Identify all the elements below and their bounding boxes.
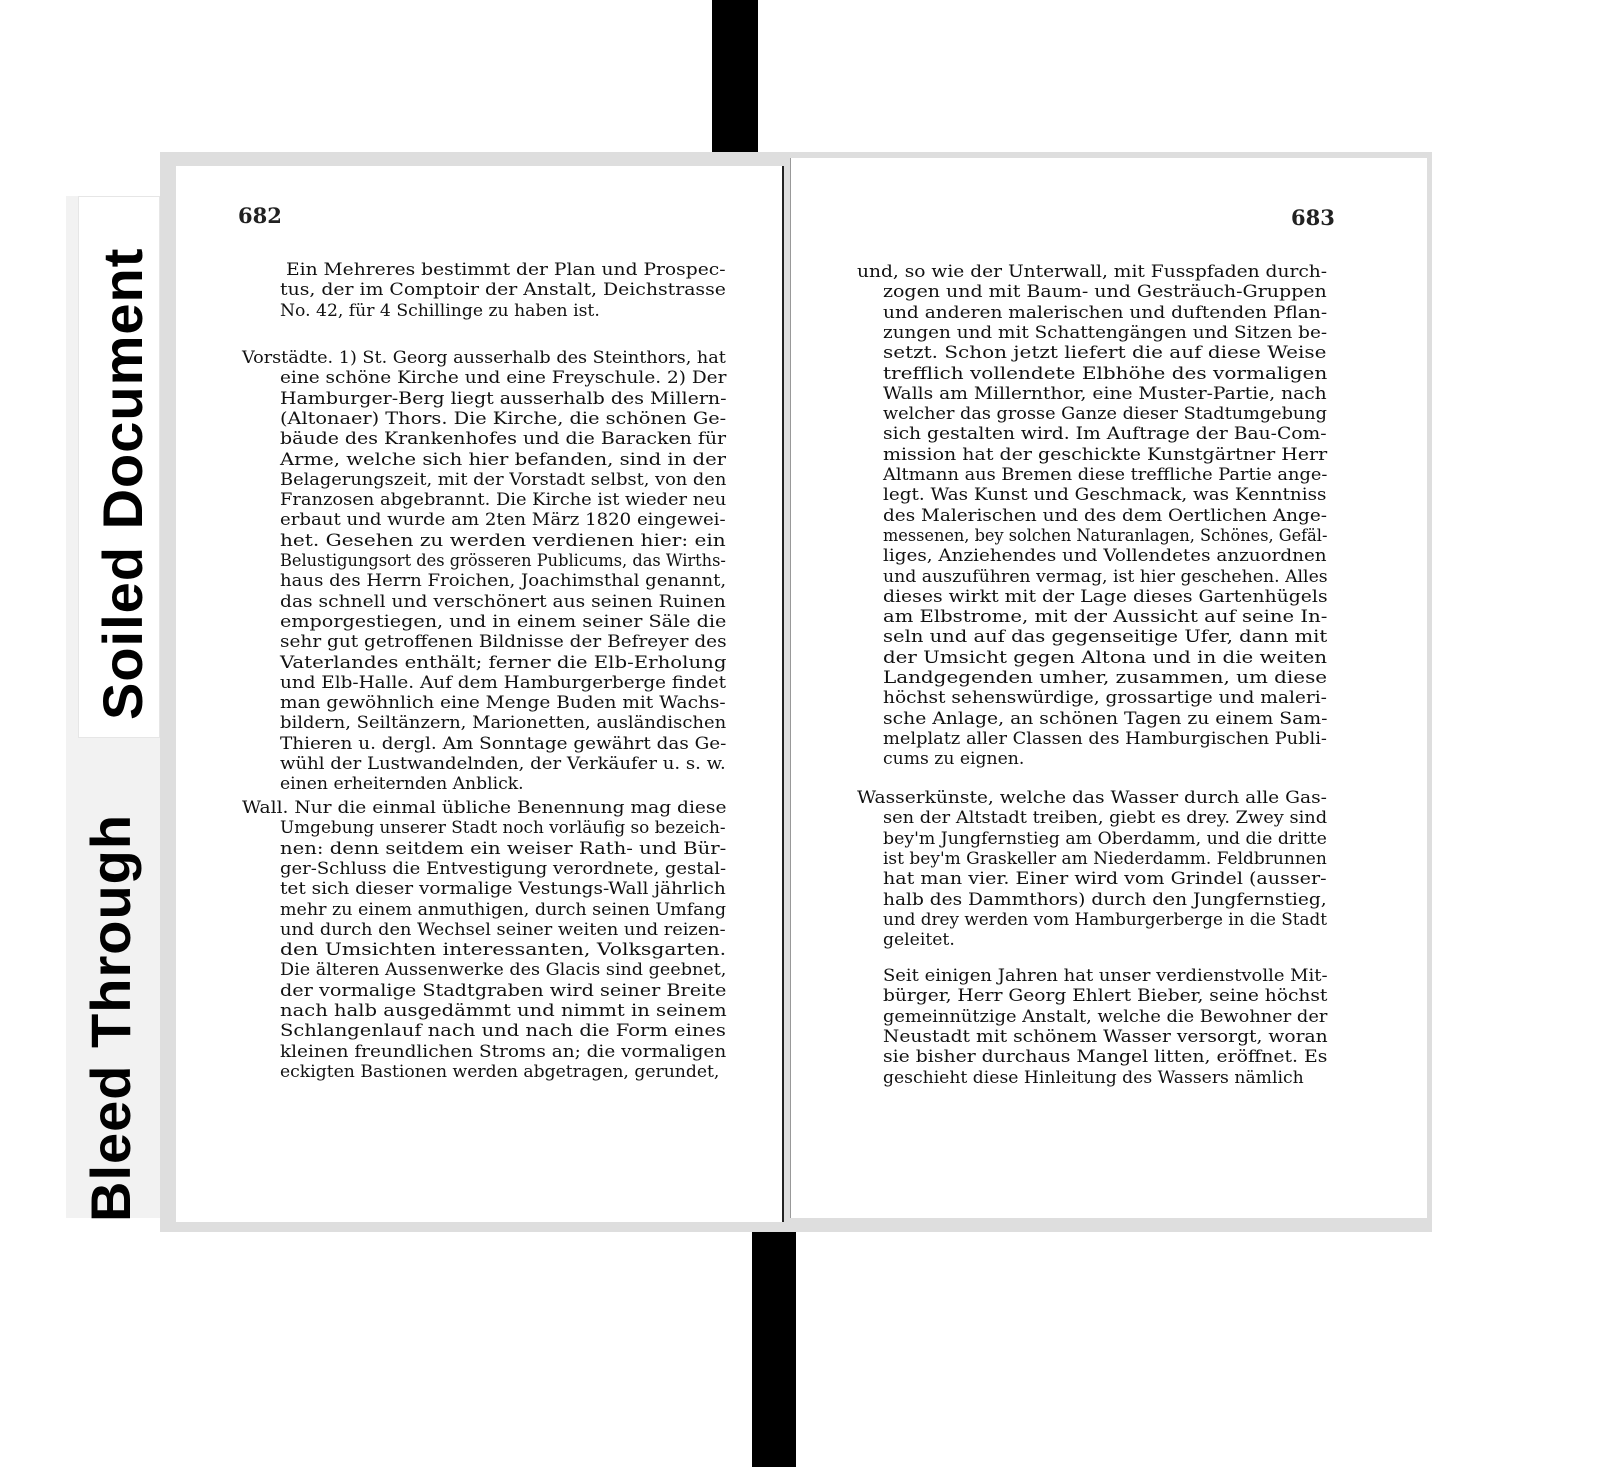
text-line: bürger, Herr Georg Ehlert Bieber, seine höchst <box>883 986 1328 1007</box>
text-line: dieses wirkt mit der Lage dieses Gartenhügels <box>883 586 1328 607</box>
text-line: Belustigungsort des grösseren Publicums, das Wirths- <box>280 551 726 571</box>
text-line: einen erheiternden Anblick. <box>280 774 524 795</box>
text-line: wühl der Lustwandelnden, der Verkäufer u. s. w. <box>280 754 726 774</box>
text-line: der Umsicht gegen Altona und in die weiten <box>883 647 1328 668</box>
text-line: des Malerischen und des dem Oertlichen Ange- <box>883 505 1327 526</box>
text-line: Franzosen abgebrannt. Die Kirche ist wieder neu <box>280 490 727 511</box>
text-line: sie bisher durchaus Mangel litten, eröffnet. Es <box>883 1047 1328 1068</box>
text-line: ist bey'm Graskeller am Niederdamm. Feldbrunnen <box>883 848 1327 869</box>
text-line: Wasserkünste, welche das Wasser durch alle Gas- <box>857 788 1327 808</box>
soiled-document-label: Soiled Document <box>91 247 154 720</box>
text-line: am Elbstrome, mit der Aussicht auf seine In- <box>883 607 1328 628</box>
text-line: Altmann aus Bremen diese treffliche Partie ange- <box>883 465 1328 485</box>
text-line: erbaut und wurde am 2ten März 1820 eingewei- <box>280 510 726 531</box>
text-line: welcher das grosse Ganze dieser Stadtumgebung <box>883 404 1327 425</box>
gutter-shadow-top <box>712 0 758 168</box>
text-line: Belagerungszeit, mit der Vorstadt selbst, von den <box>280 469 727 490</box>
text-line: sen der Altstadt treiben, giebt es drey. Zwey sind <box>883 808 1328 829</box>
text-line: eckigten Bastionen werden abgetragen, gerundet, <box>280 1061 720 1082</box>
text-line: Hamburger-Berg liegt ausserhalb des Millern- <box>280 388 727 409</box>
text-line: No. 42, für 4 Schillinge zu haben ist. <box>280 300 600 321</box>
text-line: melplatz aller Classen des Hamburgischen Publi- <box>883 728 1327 749</box>
text-line: geleitet. <box>883 930 955 951</box>
gutter-shadow-bottom <box>752 1220 796 1467</box>
text-line: setzt. Schon jetzt liefert die auf diese Weise <box>883 343 1327 364</box>
right-page <box>790 158 1427 1218</box>
left-page <box>176 166 784 1222</box>
text-line: und anderen malerischen und duftenden Pflan- <box>883 302 1328 323</box>
text-line: Ein Mehreres bestimmt der Plan und Prospec- <box>286 260 726 280</box>
text-line: zogen und mit Baum- und Gesträuch-Gruppen <box>883 282 1327 303</box>
text-line: zungen und mit Schattengängen und Sitzen be- <box>883 322 1328 343</box>
text-line: Vaterlandes enthält; ferner die Elb-Erholung <box>280 652 727 673</box>
text-line: Landgegenden umher, zusammen, um diese <box>883 668 1328 688</box>
text-line: halb des Dammthors) durch den Jungfernstieg, <box>883 889 1327 910</box>
text-line: trefflich vollendete Elbhöhe des vormaligen <box>883 363 1328 384</box>
text-line: eine schöne Kirche und eine Freyschule. 2) Der <box>280 368 727 389</box>
text-line: und Elb-Halle. Auf dem Hamburgerberge findet <box>280 672 727 693</box>
text-line: Vorstädte. 1) St. Georg ausserhalb des Steinthors, hat <box>242 348 726 368</box>
text-line: man gewöhnlich eine Menge Buden mit Wachs- <box>280 693 726 714</box>
text-line: Arme, welche sich hier befanden, sind in der <box>280 449 727 470</box>
text-line: haus des Herrn Froichen, Joachimsthal genannt, <box>280 571 727 592</box>
text-line: het. Gesehen zu werden verdienen hier: ein <box>280 530 726 551</box>
text-line: den Umsichten interessanten, Volksgarten. <box>280 940 727 961</box>
text-line: liges, Anziehendes und Vollendetes anzuordnen <box>883 546 1327 567</box>
text-line: ger-Schluss die Entvestigung verordnete, gestal- <box>280 858 727 879</box>
text-line: Neustadt mit schönem Wasser versorgt, woran <box>883 1026 1328 1047</box>
text-line: sehr gut getroffenen Bildnisse der Befreyer des <box>280 632 727 653</box>
text-line: Walls am Millernthor, eine Muster-Partie, nach <box>883 383 1327 404</box>
text-line: mehr zu einem anmuthigen, durch seinen Umfang <box>280 899 727 920</box>
text-line: und, so wie der Unterwall, mit Fusspfaden durch- <box>857 262 1328 282</box>
text-line: seln und auf das gegenseitige Ufer, dann mit <box>883 627 1328 648</box>
text-line: Umgebung unserer Stadt noch vorläufig so bezeich- <box>280 818 726 839</box>
text-line: geschieht diese Hinleitung des Wassers nämlich <box>883 1067 1304 1088</box>
text-line: sche Anlage, an schönen Tagen zu einem Sam- <box>883 708 1328 729</box>
text-line: höchst sehenswürdige, grossartige und maleri- <box>883 688 1327 709</box>
bleed-through-label: Bleed Through <box>79 813 142 1222</box>
text-line: gemeinnützige Anstalt, welche die Bewohner der <box>883 1006 1328 1027</box>
text-line: mission hat der geschickte Kunstgärtner Herr <box>883 444 1328 465</box>
text-line: Seit einigen Jahren hat unser verdienstvolle Mit- <box>883 966 1328 986</box>
text-line: Thieren u. dergl. Am Sonntage gewährt das Ge- <box>280 733 727 754</box>
text-line: hat man vier. Einer wird vom Grindel (ausser- <box>883 869 1327 890</box>
text-line: emporgestiegen, und in einem seiner Säle die <box>280 611 727 632</box>
text-line: der vormalige Stadtgraben wird seiner Breite <box>280 980 727 1001</box>
text-line: das schnell und verschönert aus seinen Ruinen <box>280 591 726 612</box>
text-line: nach halb ausgedämmt und nimmt in seinem <box>280 1001 727 1021</box>
text-line: und drey werden vom Hamburgerberge in die Stadt <box>883 909 1328 930</box>
text-line: kleinen freundlichen Stroms an; die vormaligen <box>280 1041 727 1062</box>
text-line: bey'm Jungfernstieg am Oberdamm, und die dritte <box>883 828 1327 849</box>
text-line: Wall. Nur die einmal übliche Benennung mag diese <box>242 798 727 818</box>
text-line: bäude des Krankenhofes und die Baracken für <box>280 429 727 450</box>
text-line: messenen, bey solchen Naturanlagen, Schönes, Gefäl- <box>883 525 1328 546</box>
text-line: (Altonaer) Thors. Die Kirche, die schönen Ge- <box>280 408 727 429</box>
page-number: 682 <box>238 203 282 228</box>
text-line: sich gestalten wird. Im Auftrage der Bau-Com- <box>883 424 1327 445</box>
text-line: Die älteren Aussenwerke des Glacis sind geebnet, <box>280 960 727 981</box>
text-line: nen: denn seitdem ein weiser Rath- und Bür- <box>280 838 727 859</box>
text-line: und durch den Wechsel seiner weiten und reizen- <box>280 919 726 940</box>
text-line: und auszuführen vermag, ist hier geschehen. Alles <box>883 566 1328 587</box>
text-line: legt. Was Kunst und Geschmack, was Kenntniss <box>883 485 1327 506</box>
text-line: cums zu eignen. <box>883 749 1025 770</box>
page-number: 683 <box>1291 205 1335 230</box>
text-line: tet sich dieser vormalige Vestungs-Wall jährlich <box>280 879 726 900</box>
text-line: tus, der im Comptoir der Anstalt, Deichstrasse <box>280 280 726 301</box>
text-line: Schlangenlauf nach und nach die Form eines <box>280 1021 726 1042</box>
text-line: bildern, Seiltänzern, Marionetten, ausländischen <box>280 713 727 734</box>
